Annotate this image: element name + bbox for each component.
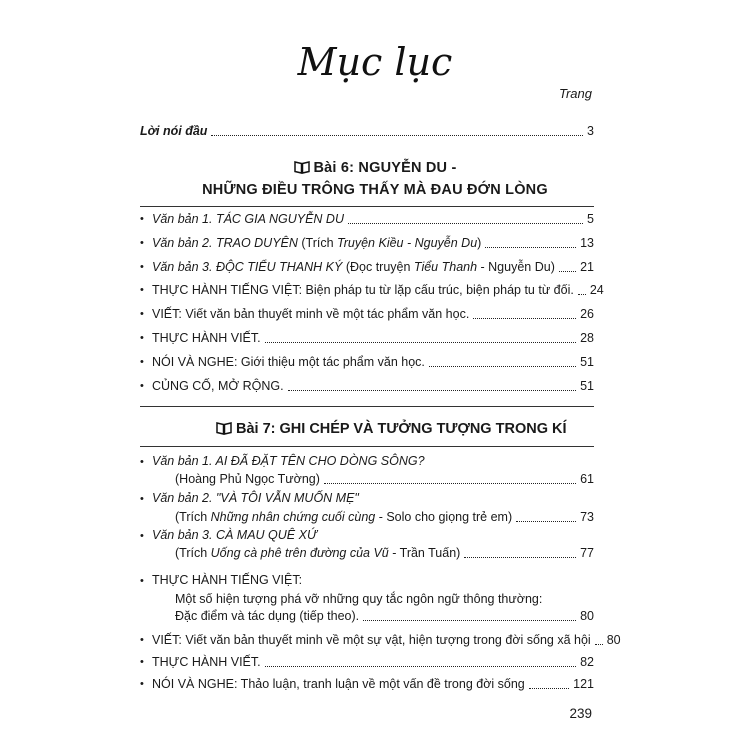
leader-dots [363,620,576,621]
bullet: • [140,530,144,542]
entry-note-source: Tiểu Thanh [413,260,478,274]
entry-page: 28 [580,331,594,345]
entry-prefix: Văn bản 2. [152,491,216,505]
toc-entry[interactable] [140,633,621,648]
bullet: • [140,380,144,392]
lesson-6-heading-line2: NHỮNG ĐIỀU TRÔNG THẤY MÀ ĐAU ĐỚN LÒNG [202,182,548,198]
toc-entry[interactable] [175,609,594,624]
toc-entry[interactable] [140,307,594,322]
toc-entry[interactable] [140,379,594,394]
toc-entry[interactable] [140,260,594,275]
entry-note: (Trích [297,236,338,250]
page-title: Mục lục [297,40,453,84]
entry-prefix: Văn bản 3. [152,260,216,274]
entry-text-line: Một số hiện tượng phá vỡ những quy tắc ngôn ngữ thông thường: [175,592,543,606]
entry-page: 73 [580,510,594,524]
entry-subtitle: (Trích [175,546,211,560]
lesson-7-heading [216,421,567,437]
entry-head: NÓI VÀ NGHE: [152,677,238,691]
entry-title: CÀ MAU QUÊ XỨ [215,528,317,542]
entry-head: THỰC HÀNH VIẾT. [152,331,261,345]
entry-note-end: - Nguyễn Du) [477,260,555,274]
divider [140,446,594,447]
toc-entry[interactable] [140,655,594,670]
bullet: • [140,332,144,344]
bullet: • [140,284,144,296]
entry-page: 80 [580,609,594,623]
entry-head: VIẾT: [152,633,182,647]
bullet: • [140,261,144,273]
entry-text: Viết văn bản thuyết minh về một sự vật, hiện tượng trong đời sống xã hội [181,633,591,647]
entry-head: VIẾT: [152,307,182,321]
entry-head: THỰC HÀNH TIẾNG VIỆT: [152,573,303,587]
entry-title: ĐỘC TIỂU THANH KÝ [215,260,343,274]
leader-dots [324,483,576,484]
entry-note: (Đọc truyện [342,260,414,274]
entry-text: Biện pháp tu từ lặp cấu trúc, biện pháp tu từ đối. [302,283,574,297]
entry-subtitle-end: - Trần Tuấn) [388,546,461,560]
entry-head: THỰC HÀNH VIẾT. [152,655,261,669]
bullet: • [140,356,144,368]
entry-page: 82 [580,655,594,669]
bullet: • [140,213,144,225]
leader-dots [211,135,583,136]
divider [140,206,594,207]
page-column-label: Trang [559,86,592,101]
book-icon [216,421,232,435]
entry-label: Lời nói đầu [140,124,208,138]
entry-prefix: Văn bản 1. [152,454,216,468]
entry-text: Giới thiệu một tác phẩm văn học. [237,355,425,369]
entry-page: 3 [587,124,594,138]
entry-page: 51 [580,379,594,393]
toc-entry-title-line[interactable] [140,491,359,507]
lesson-6-heading-line1: Bài 6: NGUYỄN DU - [313,160,457,176]
entry-text: Thảo luận, tranh luận về một vấn đề trong đời sống [237,677,525,691]
leader-dots [429,366,576,367]
entry-subtitle-end: - Solo cho giọng trẻ em) [375,510,513,524]
entry-page: 21 [580,260,594,274]
lesson-6-heading [0,160,750,176]
bullet: • [140,308,144,320]
toc-entry[interactable] [140,677,594,692]
entry-page: 26 [580,307,594,321]
book-icon [294,160,310,174]
entry-title: TRAO DUYÊN [215,236,298,250]
bullet: • [140,678,144,690]
leader-dots [485,247,576,248]
leader-dots [578,294,586,295]
toc-entry[interactable] [140,283,604,298]
entry-title: TÁC GIA NGUYỄN DU [215,212,344,226]
leader-dots [529,688,569,689]
entry-prefix: Văn bản 1. [152,212,216,226]
entry-page: 61 [580,472,594,486]
entry-page: 80 [606,633,621,647]
entry-subtitle-source: Những nhân chứng cuối cùng [210,510,376,524]
entry-page: 24 [589,283,604,297]
toc-entry-title-line[interactable] [140,573,302,589]
leader-dots [265,342,576,343]
bullet: • [140,237,144,249]
leader-dots [265,666,576,667]
bullet: • [140,493,144,505]
toc-entry-preface[interactable] [140,124,594,139]
entry-head: NÓI VÀ NGHE: [152,355,238,369]
entry-subtitle: (Hoàng Phủ Ngọc Tường) [175,472,320,486]
entry-head: CỦNG CỐ, MỞ RỘNG. [152,379,284,393]
toc-entry[interactable] [140,355,594,370]
divider [140,406,594,407]
entry-title: AI ĐÃ ĐẶT TÊN CHO DÒNG SÔNG? [215,454,425,468]
toc-entry-title-line[interactable] [140,454,425,470]
entry-page: 77 [580,546,594,560]
leader-dots [559,271,576,272]
bullet: • [140,656,144,668]
leader-dots [595,644,603,645]
entry-prefix: Văn bản 3. [152,528,216,542]
lesson-7-heading-text: Bài 7: GHI CHÉP VÀ TƯỞNG TƯỢNG TRONG KÍ [236,421,567,437]
entry-page: 5 [587,212,594,226]
entry-page: 51 [580,355,594,369]
entry-note-end: ) [477,236,482,250]
entry-prefix: Văn bản 2. [152,236,216,250]
entry-note-source: Truyện Kiều - Nguyễn Du [337,236,478,250]
toc-entry[interactable] [140,331,594,346]
leader-dots [473,318,576,319]
entry-subtitle: (Trích [175,510,211,524]
toc-entry[interactable] [175,472,594,487]
leader-dots [516,521,576,522]
bullet: • [140,634,144,646]
leader-dots [288,390,577,391]
page-number: 239 [569,706,592,721]
leader-dots [348,223,583,224]
entry-head: THỰC HÀNH TIẾNG VIỆT: [152,283,303,297]
toc-entry[interactable] [175,546,594,561]
toc-entry-title-line[interactable] [140,528,317,544]
entry-page: 13 [580,236,594,250]
entry-text-line: Đặc điểm và tác dụng (tiếp theo). [175,609,360,623]
entry-title: "VÀ TÔI VẪN MUỐN MẸ" [215,491,359,505]
entry-text: Viết văn bản thuyết minh về một tác phẩm văn học. [181,307,470,321]
entry-page: 121 [573,677,594,691]
bullet: • [140,456,144,468]
leader-dots [464,557,576,558]
toc-entry[interactable] [175,510,594,525]
toc-entry[interactable] [140,236,594,251]
bullet: • [140,575,144,587]
entry-subtitle-source: Uống cà phê trên đường của Vũ [210,546,389,560]
toc-entry[interactable] [140,212,594,227]
